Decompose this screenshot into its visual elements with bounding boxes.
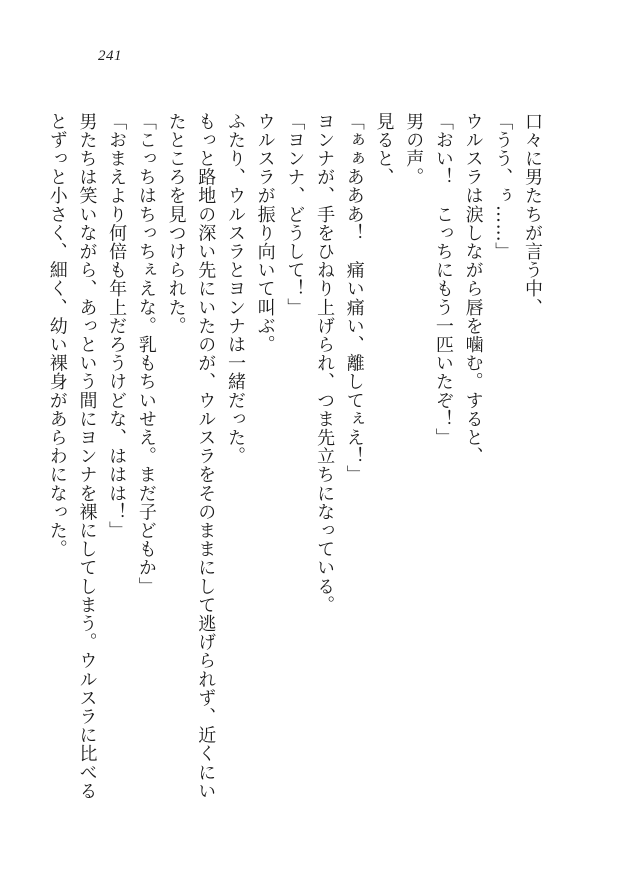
text-line: 口々に男たちが言う中、 xyxy=(522,112,543,317)
text-line: 男たちは笑いながら、あっという間にヨンナを裸にしてしまう。ウルスラに比べる xyxy=(76,112,98,801)
text-line: 「おまえより何倍も年上だろうけどな、ははは！」 xyxy=(106,112,128,540)
text-line: 見ると、 xyxy=(373,112,395,187)
text-line: 「ぁぁあああ！ 痛い痛い、離してぇえ！」 xyxy=(343,112,365,484)
text-line: ウルスラは涙しながら唇を噛む。すると、 xyxy=(462,112,484,466)
text-line: もっと路地の深い先にいたのが、ウルスラをそのままにして逃げられず、近くにい xyxy=(195,112,217,801)
text-line: 「うう、ぅ……」 xyxy=(492,112,514,261)
text-line: ウルスラが振り向いて叫ぶ。 xyxy=(254,112,276,354)
text-line: とずっと小さく、細く、幼い裸身があらわになった。 xyxy=(46,112,68,559)
text-line: ふたり、ウルスラとヨンナは一緒だった。 xyxy=(224,112,246,466)
text-line: 男の声。 xyxy=(403,112,425,187)
page-number: 241 xyxy=(98,48,122,64)
text-line: 「こっちはちっちぇえな。乳もちいせえ。まだ子どもか」 xyxy=(135,112,157,596)
text-line: たところを見つけられた。 xyxy=(165,112,187,336)
text-line: 「ヨンナ、どうして！」 xyxy=(284,112,306,317)
text-line: 「おい！ こっちにもう一匹いたぞ！」 xyxy=(432,112,454,447)
vertical-text-body xyxy=(42,112,547,812)
text-line: ヨンナが、手をひねり上げられ、つま先立ちになっている。 xyxy=(314,112,336,615)
